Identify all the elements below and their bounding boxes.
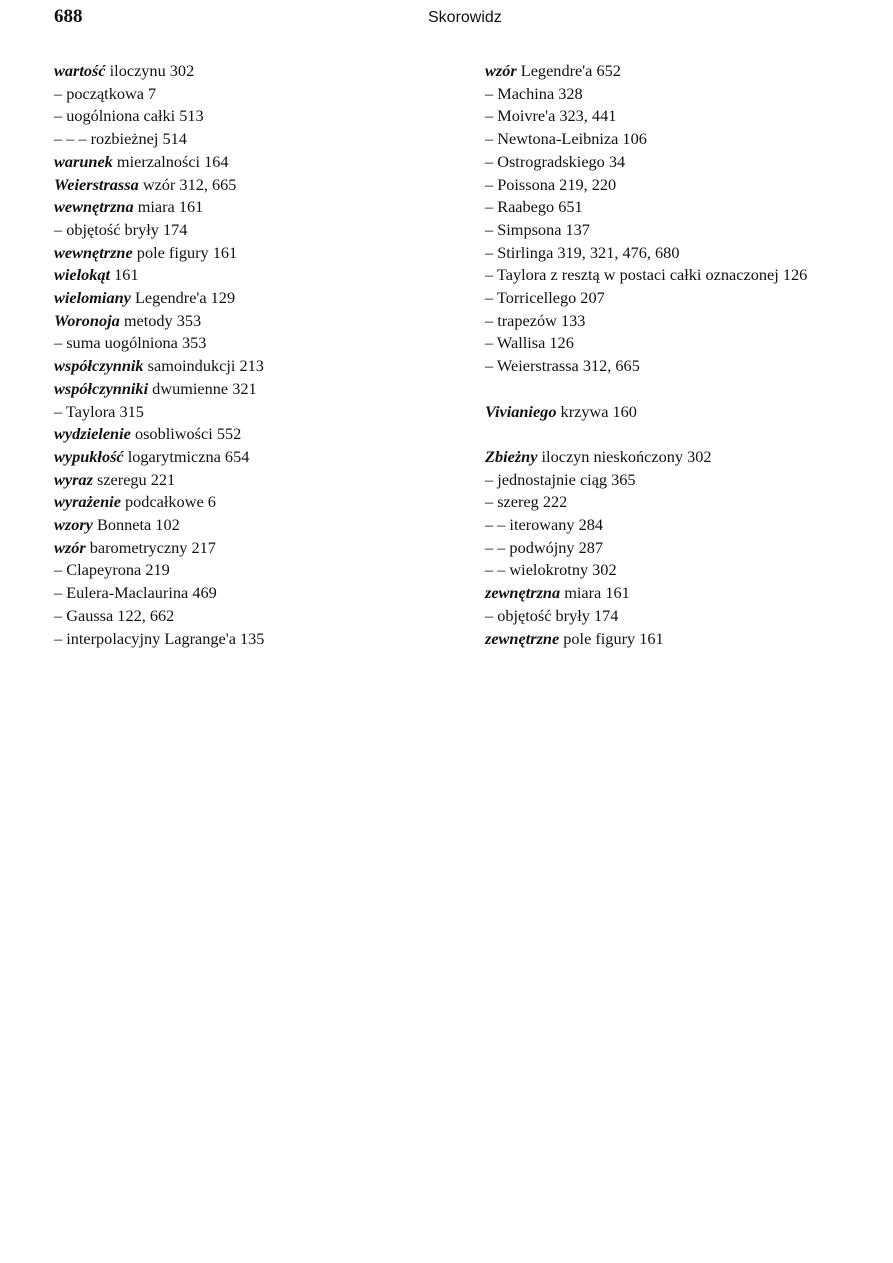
index-entry [54,628,454,651]
index-headword: wyrażenie [54,492,121,512]
index-entry [485,355,880,378]
page-number: 688 [54,6,83,27]
index-headword: wypukłość [54,446,124,466]
index-entry-text: – Newtona-Leibniza 106 [485,129,647,149]
index-entry [485,264,880,287]
index-entry-text: – trapezów 133 [485,310,586,330]
index-entry [54,105,454,128]
index-entry [485,514,880,537]
index-entry [54,332,454,355]
index-headword: zewnętrzne [485,628,560,648]
index-entry [54,219,454,242]
index-headword: wewnętrzna [54,197,134,217]
index-headword: wartość [54,61,106,80]
index-entry-text: – Wallisa 126 [485,333,574,353]
index-entry-text: – Eulera-Maclaurina 469 [54,583,217,603]
index-entry-text: – Torricellego 207 [485,288,605,308]
index-entry-text: 161 [114,265,139,285]
index-entry [485,219,880,242]
index-entry-text: – Weierstrassa 312, 665 [485,356,640,376]
index-entry-text: iloczynu 302 [109,61,195,80]
index-headword: Vivianiego [485,401,557,421]
index-entry-text: – Clapeyrona 219 [54,560,170,580]
index-entry-text: Legendre'a 129 [134,288,236,308]
index-entry-text: pole figury 161 [563,628,664,648]
index-headword: współczynnik [54,356,144,376]
index-entry [485,151,880,174]
index-entry [54,446,454,469]
index-headword: wzory [54,515,93,535]
index-entry [485,332,880,355]
index-entry [485,559,880,582]
index-entry [485,491,880,514]
index-entry-text: – Ostrogradskiego 34 [485,151,626,171]
index-entry [485,582,880,605]
index-entry-text: miara 161 [564,583,630,603]
index-entry-text: podcałkowe 6 [125,492,216,512]
index-entry [54,491,454,514]
index-entry-text: iloczyn nieskończony 302 [541,446,712,466]
index-headword: Woronoja [54,310,120,330]
index-entry-text: – Taylora z resztą w postaci całki oznaczonej 126 [485,265,808,285]
index-entry [54,605,454,628]
index-entry-text: – Moivre'a 323, 441 [485,106,617,126]
index-entry [54,264,454,287]
index-entry-text: – jednostajnie ciąg 365 [485,469,636,489]
index-entry-text: Bonneta 102 [96,515,180,535]
index-entry [54,355,454,378]
index-headword: warunek [54,151,113,171]
index-entry-text: – Raabego 651 [485,197,583,217]
index-entry-text: mierzalności 164 [116,151,229,171]
index-entry [54,287,454,310]
index-headword: wzór [485,61,517,80]
index-entry [54,559,454,582]
index-headword: wydzielenie [54,424,131,444]
index-entry-text: samoindukcji 213 [147,356,264,376]
index-entry [54,378,454,401]
index-entry [485,605,880,628]
index-entry-text: metody 353 [123,310,202,330]
index-headword: wzór [54,537,86,557]
index-entry-text: Legendre'a 652 [520,61,621,80]
index-entry-text: szeregu 221 [96,469,176,489]
index-entry-text: – początkowa 7 [54,83,157,103]
index-headword: współczynniki [54,378,149,398]
index-entry-text: – – iterowany 284 [485,515,604,535]
index-entry [485,287,880,310]
index-entry-text: – – wielokrotny 302 [485,560,617,580]
index-entry-text: – uogólniona całki 513 [54,106,204,126]
index-entry-text: barometryczny 217 [89,537,216,557]
index-entry-text: – – podwójny 287 [485,537,604,557]
index-headword: Zbieżny [485,446,538,466]
index-entry [54,514,454,537]
index-entry-text: – Taylora 315 [54,401,144,421]
index-entry-text: – objętość bryły 174 [485,605,619,625]
index-entry [485,310,880,333]
index-entry-text: – szereg 222 [485,492,568,512]
index-entry [485,628,880,651]
index-column-right [485,60,880,650]
index-entry [485,446,880,469]
index-column-left [54,60,454,650]
index-entry [54,537,454,560]
index-entry-text: – – – rozbieżnej 514 [54,129,187,149]
index-entry [54,469,454,492]
index-entry-text: – Machina 328 [485,83,583,103]
index-entry-text: osobliwości 552 [134,424,242,444]
index-headword: wewnętrzne [54,242,133,262]
index-headword: wielokąt [54,265,111,285]
index-entry [485,174,880,197]
index-entry [54,60,454,83]
index-entry [54,151,454,174]
index-headword: Weierstrassa [54,174,139,194]
index-headword: zewnętrzna [485,583,561,603]
index-entry [54,310,454,333]
index-entry [485,128,880,151]
index-entry [485,537,880,560]
index-block-wzor [485,60,880,378]
index-entry-text: – Poissona 219, 220 [485,174,617,194]
index-entry [54,83,454,106]
index-entry-text: dwumienne 321 [152,378,257,398]
index-block-z [485,446,880,650]
index-block-v [485,401,880,424]
running-head: Skorowidz [428,9,502,26]
index-headword: wyraz [54,469,93,489]
index-entry [54,401,454,424]
index-entry [54,423,454,446]
index-entry [485,469,880,492]
index-entry [54,196,454,219]
block-separator [485,378,880,401]
index-entry-text: – interpolacyjny Lagrange'a 135 [54,628,265,648]
index-entry-text: – Stirlinga 319, 321, 476, 680 [485,242,680,262]
index-entry [485,196,880,219]
block-separator [485,423,880,446]
index-entry [54,242,454,265]
index-entry-text: miara 161 [137,197,204,217]
index-entry-text: logarytmiczna 654 [127,446,250,466]
index-entry-text: – Simpsona 137 [485,219,590,239]
index-entry [485,60,880,83]
index-entry-text: – Gaussa 122, 662 [54,605,175,625]
index-entry [485,83,880,106]
index-entry-text: krzywa 160 [560,401,637,421]
index-entry-text: wzór 312, 665 [142,174,237,194]
index-entry [54,582,454,605]
index-entry-text: – suma uogólniona 353 [54,333,207,353]
index-entry [54,128,454,151]
index-entry [485,242,880,265]
index-entry-text: – objętość bryły 174 [54,219,188,239]
index-entry-text: pole figury 161 [136,242,238,262]
index-entry [485,105,880,128]
index-headword: wielomiany [54,288,131,308]
index-entry [485,401,880,424]
index-entry [54,174,454,197]
